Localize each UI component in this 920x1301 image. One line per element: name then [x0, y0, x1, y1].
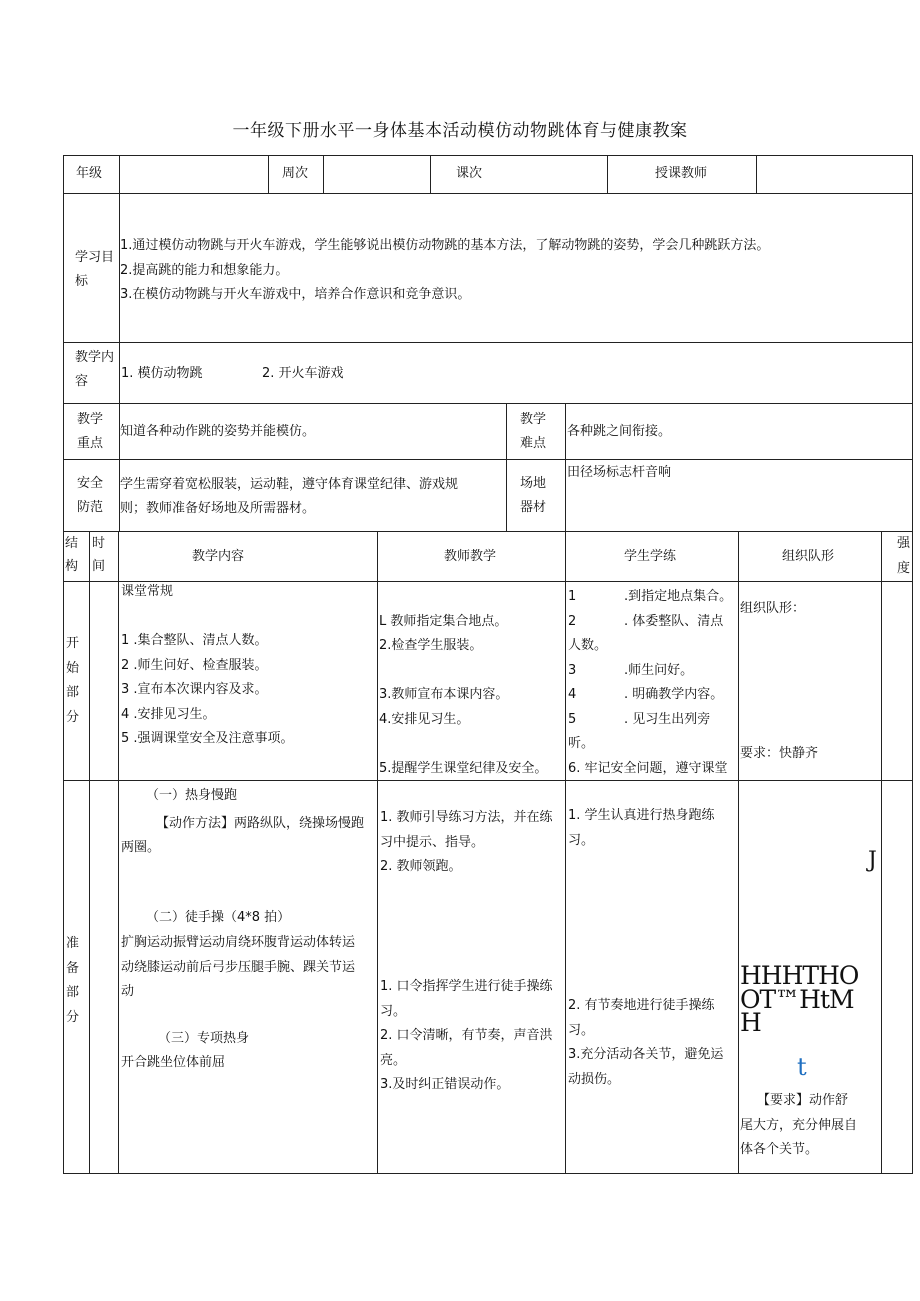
warmup-line-1: 【动作方法】两路纵队，绕操场慢跑 — [156, 816, 365, 831]
content-item-2: 2. 开火车游戏 — [262, 366, 344, 381]
grade-label: 年级 — [76, 166, 103, 181]
col-intensity-1: 强 — [897, 536, 911, 551]
start-teacher: L 教师指定集合地点。 2.检查学生服装。 3.教师宣布本课内容。 4.安排见习生。 5.提醒学生课堂纪律及安全。 — [379, 613, 548, 776]
key-points-label-2: 重点 — [77, 436, 104, 451]
content-label-2: 容 — [75, 374, 89, 389]
formation-diagram-line-2: OT™HtM — [740, 985, 854, 1014]
teacher-label: 授课教师 — [655, 166, 708, 181]
venue-value: 田径场标志杆音响 — [567, 465, 672, 480]
difficulty-label-2: 难点 — [520, 436, 547, 451]
lesson-label: 课次 — [456, 166, 483, 181]
objective-item: 3.在模仿动物跳与开火车游戏中，培养合作意识和竞争意识。 — [120, 287, 471, 302]
difficulty-label-1: 教学 — [520, 412, 547, 427]
key-points-label-1: 教学 — [77, 412, 104, 427]
formation-diagram-line-3: H — [740, 1008, 761, 1037]
special-title: （三）专项热身 — [158, 1031, 250, 1046]
venue-label-2: 器材 — [520, 500, 547, 515]
formation-requirement: 要求：快静齐 — [740, 746, 819, 761]
objective-item: 1.通过模仿动物跳与开火车游戏，学生能够说出模仿动物跳的基本方法，了解动物跳的姿势，学会几种跳跃方法。 — [120, 238, 770, 253]
formation-label: 组织队形： — [740, 601, 806, 616]
safety-line-2: 则；教师准备好场地及所需器材。 — [120, 501, 316, 516]
safety-label-2: 防范 — [77, 500, 104, 515]
col-teacher: 教师教学 — [444, 549, 497, 564]
col-structure-1: 结 — [65, 536, 79, 551]
col-content: 教学内容 — [192, 549, 245, 564]
col-student: 学生学练 — [624, 549, 677, 564]
content-item-1: 1. 模仿动物跳 — [121, 366, 203, 381]
safety-label-1: 安全 — [77, 476, 104, 491]
difficulty-value: 各种跳之间衔接。 — [567, 424, 672, 439]
objectives-label-1: 学习目 — [75, 250, 115, 265]
col-time-2: 间 — [92, 559, 106, 574]
warmup-line-2: 两圈。 — [121, 840, 161, 855]
safety-line-1: 学生需穿着宽松服装，运动鞋，遵守体育课堂纪律、游戏规 — [120, 477, 459, 492]
prep-teacher-b: 1. 口令指挥学生进行徒手操练 习。 2. 口令清晰，有节奏，声音洪 亮。 3.及时纠正错误动作。 — [380, 979, 553, 1092]
document-title: 一年级下册水平一身体基本活动模仿动物跳体育与健康教案 — [232, 121, 688, 141]
col-structure-2: 构 — [65, 559, 79, 574]
start-content: 课堂常规 1 .集合整队、清点人数。 2 .师生问好、检查服装。 3 .宣布本次课内容及求。 4 .安排见习生。 5 .强调课堂安全及注意事项。 — [121, 584, 294, 746]
start-section-label: 开 始 部 分 — [66, 636, 80, 725]
exercise-lines: 扩胸运动振臂运动肩绕环腹背运动体转运 动绕膝运动前后弓步压腿手腕、踝关节运 动 — [121, 935, 356, 999]
col-formation: 组织队形 — [782, 549, 835, 564]
formation-diagram-mark: J — [868, 848, 876, 873]
col-intensity-2: 度 — [897, 561, 911, 576]
prep-section-label: 准 备 部 分 — [66, 936, 80, 1025]
prep-teacher-a: 1. 教师引导练习方法，并在练 习中提示、指导。 2. 教师领跑。 — [380, 810, 553, 874]
warmup-title: （一）热身慢跑 — [146, 788, 238, 803]
venue-label-1: 场地 — [520, 476, 547, 491]
formation-diagram-line-1: HHHTHO — [740, 961, 859, 990]
objectives-list — [120, 234, 769, 308]
prep-student-b: 2. 有节奏地进行徒手操练 习。 3.充分活动各关节，避免运 动损伤。 — [568, 998, 724, 1087]
special-line: 开合跳坐位体前屈 — [121, 1055, 226, 1070]
objectives-label-2: 标 — [75, 274, 89, 289]
prep-student-a: 1. 学生认真进行热身跑练 习。 — [568, 808, 715, 848]
start-student: 1 .到指定地点集合。 2 . 体委整队、清点 人数。 3 .师生问好。 4 . 明确教学内容。 5 . 见习生出列旁 听。 6. 牢记安全问题，遵守课堂 — [568, 589, 733, 776]
key-points-value: 知道各种动作跳的姿势并能模仿。 — [120, 424, 316, 439]
prep-requirement: 【要求】动作舒 尾大方，充分伸展自 体各个关节。 — [740, 1093, 858, 1157]
formation-diagram-marker: t — [797, 1053, 806, 1081]
exercise-title: （二）徒手操（4*8 拍） — [146, 910, 291, 925]
content-label-1: 教学内 — [75, 350, 115, 365]
col-time-1: 时 — [92, 536, 106, 551]
week-label: 周次 — [282, 166, 309, 181]
objective-item: 2.提高跳的能力和想象能力。 — [120, 262, 289, 278]
